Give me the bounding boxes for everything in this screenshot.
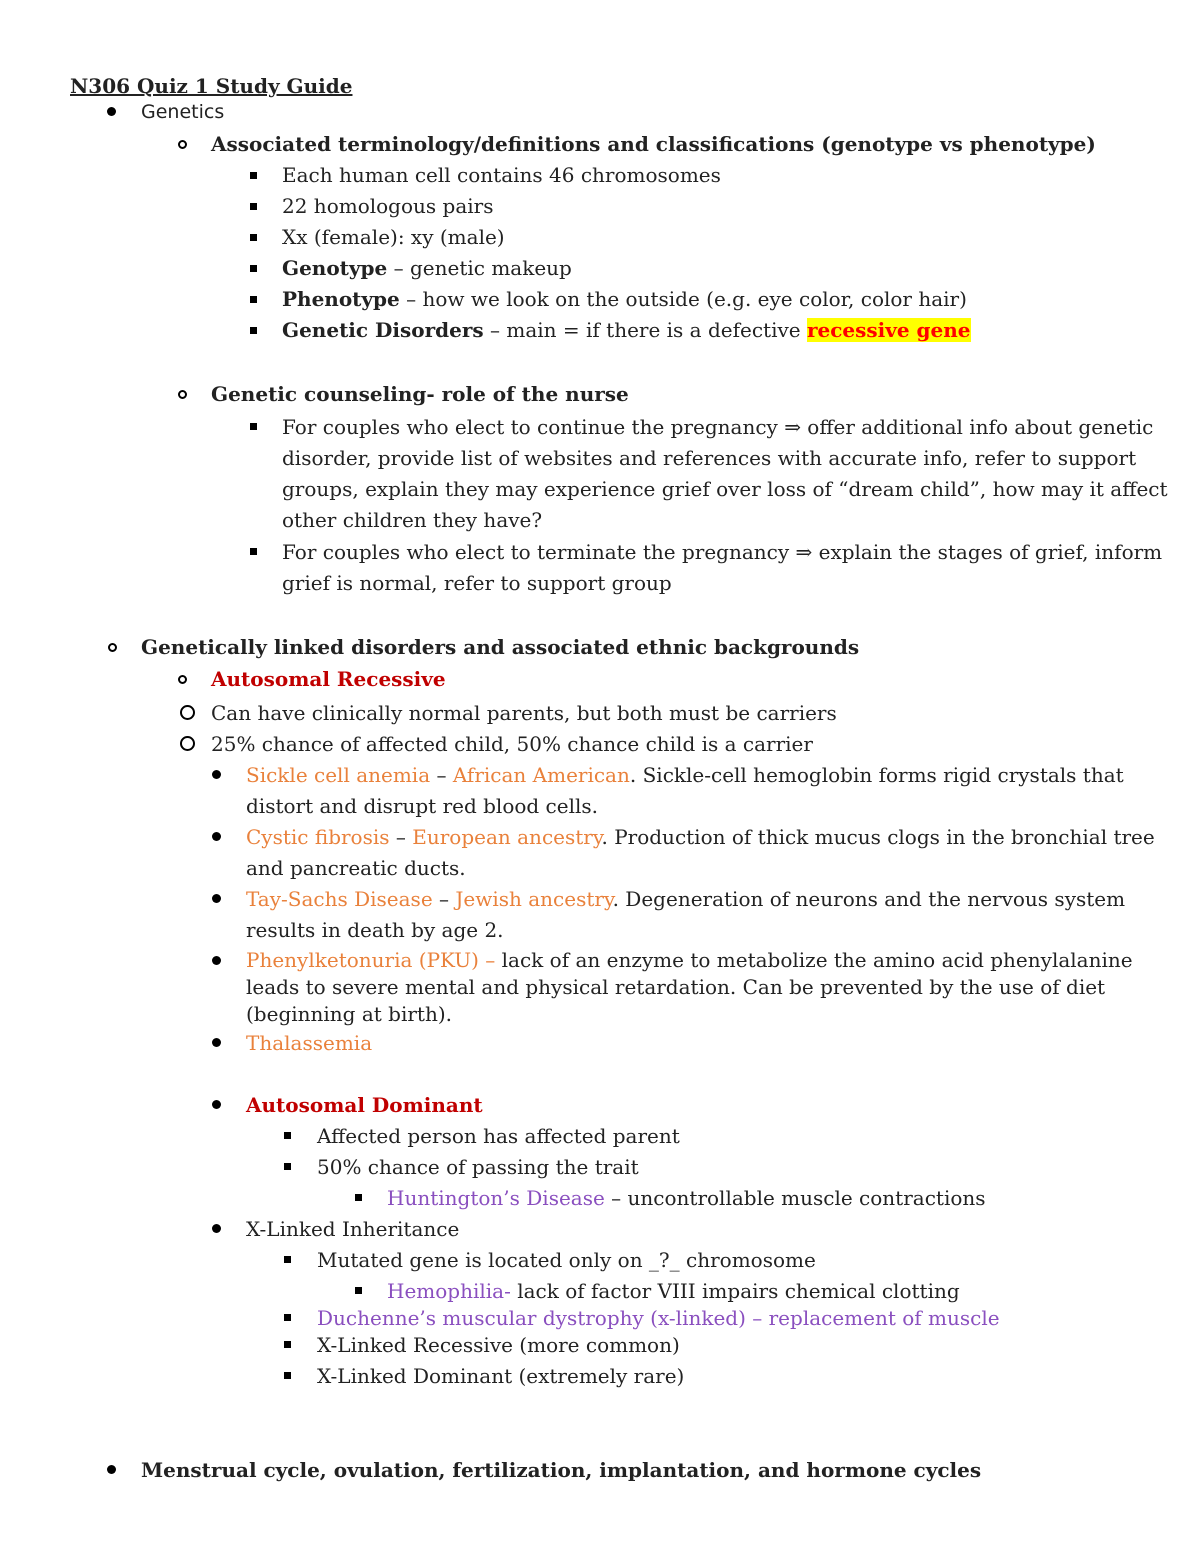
- thalassemia-item: Thalassemia: [246, 1031, 373, 1055]
- ad-heading: Autosomal Dominant: [246, 1093, 483, 1117]
- bullet-dot-icon: [212, 1038, 221, 1047]
- list-item: 22 homologous pairs: [282, 194, 494, 218]
- description: – uncontrollable muscle contractions: [604, 1186, 986, 1210]
- huntington-item: [387, 1183, 986, 1213]
- text-line: For couples who elect to terminate the pregnancy ⇒ explain the stages of grief, inform: [282, 540, 1163, 564]
- pku-item: [246, 947, 1133, 1028]
- bullet-circle-icon: [108, 643, 117, 652]
- bullet-square-icon: [250, 203, 257, 210]
- bullet-square-icon: [250, 548, 257, 555]
- text-line: [246, 822, 1155, 853]
- xl-dominant: X-Linked Dominant (extremely rare): [317, 1364, 685, 1388]
- duchenne-item: Duchenne’s muscular dystrophy (x-linked) – replacement of muscle: [317, 1306, 1000, 1330]
- text-line: results in death by age 2.: [246, 918, 504, 942]
- counseling-heading: Genetic counseling- role of the nurse: [211, 382, 629, 406]
- ethnicity: Jewish ancestry: [455, 887, 613, 911]
- recessive-gene-highlight: recessive gene: [806, 318, 971, 342]
- text-line: (beginning at birth).: [246, 1002, 452, 1026]
- bullet-dot-icon: [107, 107, 116, 116]
- cystic-fibrosis-item: [246, 822, 1155, 884]
- bullet-dot-icon: [212, 894, 221, 903]
- description: . Production of thick mucus clogs in the bronchial tree: [601, 825, 1155, 849]
- disorders-def: – main = if there is a defective: [483, 318, 807, 342]
- disease-name: Tay-Sachs Disease: [246, 887, 433, 911]
- bullet-square-icon: [284, 1163, 291, 1170]
- ar-heading: Autosomal Recessive: [211, 667, 446, 691]
- text-line: [246, 884, 1125, 915]
- ar-note: Can have clinically normal parents, but both must be carriers: [211, 701, 837, 725]
- text-line: distort and disrupt red blood cells.: [246, 794, 599, 818]
- disease-name: Huntington’s Disease: [387, 1186, 605, 1210]
- tay-sachs-item: [246, 884, 1125, 946]
- disorders-term: Genetic Disorders: [282, 318, 484, 342]
- genotype-term: Genotype: [282, 256, 388, 280]
- bullet-square-icon: [250, 327, 257, 334]
- bullet-dot-icon: [107, 1465, 116, 1474]
- linked-heading: Genetically linked disorders and associated ethnic backgrounds: [141, 635, 860, 659]
- text-line: and pancreatic ducts.: [246, 856, 466, 880]
- terminology-heading: Associated terminology/definitions and classifications (genotype vs phenotype): [211, 132, 1096, 156]
- xl-heading: X-Linked Inheritance: [246, 1217, 460, 1241]
- bullet-square-icon: [284, 1314, 291, 1321]
- disease-name: Cystic fibrosis: [246, 825, 390, 849]
- counseling-terminate: [282, 537, 1162, 599]
- dash: –: [389, 825, 413, 849]
- description: . Degeneration of neurons and the nervous system: [612, 887, 1126, 911]
- ethnicity: African American: [452, 763, 630, 787]
- disorders-item: [282, 315, 971, 345]
- sickle-cell-item: [246, 760, 1124, 822]
- bullet-square-icon: [284, 1132, 291, 1139]
- list-item: Xx (female): xy (male): [282, 225, 505, 249]
- phenotype-def: – how we look on the outside (e.g. eye color, color hair): [399, 287, 967, 311]
- bullet-square-icon: [284, 1256, 291, 1263]
- bullet-square-icon: [355, 1194, 362, 1201]
- counseling-continue: [282, 412, 1168, 536]
- bullet-square-icon: [355, 1287, 362, 1294]
- ethnicity: European ancestry: [412, 825, 602, 849]
- bullet-square-icon: [250, 234, 257, 241]
- description: lack of factor VIII impairs chemical clotting: [510, 1279, 960, 1303]
- bullet-ring-icon: [180, 705, 195, 720]
- ar-note: 25% chance of affected child, 50% chance child is a carrier: [211, 732, 813, 756]
- text-line: disorder, provide list of websites and references with accurate info, refer to support: [282, 446, 1137, 470]
- bullet-circle-icon: [178, 140, 187, 149]
- text-line: grief is normal, refer to support group: [282, 571, 672, 595]
- disease-name: Sickle cell anemia: [246, 763, 431, 787]
- phenotype-term: Phenotype: [282, 287, 400, 311]
- bullet-ring-icon: [180, 736, 195, 751]
- disease-name: Phenylketonuria (PKU) –: [246, 948, 502, 972]
- section-genetics: Genetics: [141, 101, 225, 123]
- bullet-circle-icon: [178, 675, 187, 684]
- text-line: leads to severe mental and physical retardation. Can be prevented by the use of diet: [246, 975, 1106, 999]
- ad-item: Affected person has affected parent: [317, 1124, 680, 1148]
- bullet-dot-icon: [212, 1100, 221, 1109]
- text-line: For couples who elect to continue the pregnancy ⇒ offer additional info about genetic: [282, 415, 1154, 439]
- phenotype-item: [282, 284, 967, 314]
- text-line: groups, explain they may experience grief over loss of “dream child”, how may it affect: [282, 477, 1168, 501]
- disease-name: Hemophilia-: [387, 1279, 511, 1303]
- ad-item: 50% chance of passing the trait: [317, 1155, 639, 1179]
- bullet-square-icon: [284, 1372, 291, 1379]
- list-item: Each human cell contains 46 chromosomes: [282, 163, 721, 187]
- bullet-square-icon: [250, 265, 257, 272]
- menstrual-heading: Menstrual cycle, ovulation, fertilization, implantation, and hormone cycles: [141, 1458, 982, 1482]
- hemophilia-item: [387, 1276, 960, 1306]
- dash: –: [432, 887, 456, 911]
- dash: –: [430, 763, 453, 787]
- bullet-square-icon: [250, 172, 257, 179]
- description: . Sickle-cell hemoglobin forms rigid crystals that: [629, 763, 1124, 787]
- bullet-dot-icon: [212, 770, 221, 779]
- bullet-dot-icon: [212, 956, 221, 965]
- xl-mutated: Mutated gene is located only on _?_ chromosome: [317, 1248, 816, 1272]
- genotype-item: [282, 253, 572, 283]
- genotype-def: – genetic makeup: [387, 256, 572, 280]
- xl-recessive: X-Linked Recessive (more common): [317, 1333, 680, 1357]
- bullet-square-icon: [284, 1341, 291, 1348]
- bullet-dot-icon: [212, 832, 221, 841]
- text-line: other children they have?: [282, 508, 543, 532]
- bullet-dot-icon: [212, 1224, 221, 1233]
- page-title: N306 Quiz 1 Study Guide: [70, 74, 353, 98]
- bullet-circle-icon: [178, 390, 187, 399]
- description: lack of an enzyme to metabolize the amino acid phenylalanine: [501, 948, 1133, 972]
- bullet-square-icon: [250, 423, 257, 430]
- text-line: [246, 760, 1124, 791]
- bullet-square-icon: [250, 296, 257, 303]
- text-line: [246, 947, 1133, 974]
